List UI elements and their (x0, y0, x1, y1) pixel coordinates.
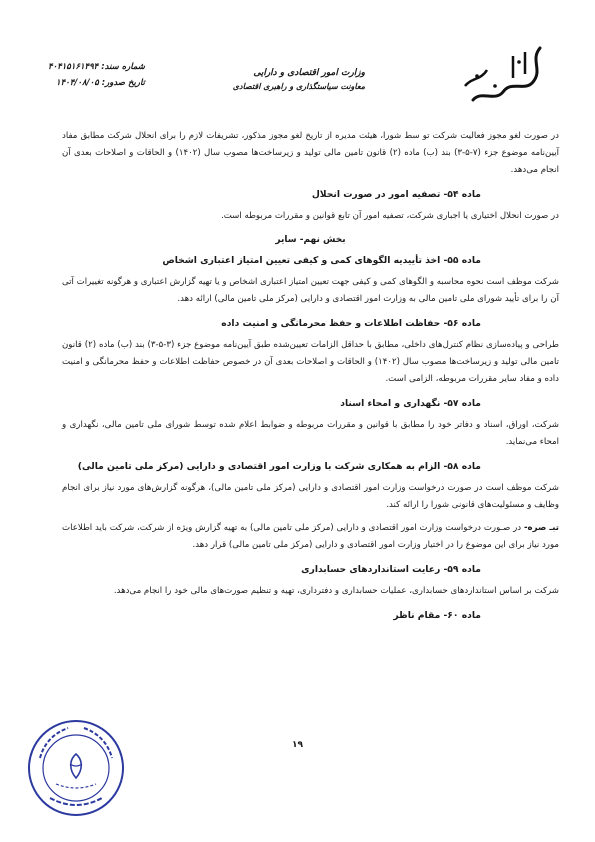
ministry-header (233, 68, 365, 91)
article-58-note-text: در صـورت درخواست وزارت امور اقتصادی و دارایی (مرکز ملی تامین مالی) به تهیه گزارش ویژه از شرکت، شرکت باید اطلاعات مورد نیاز برای این موضوع را در اختیار وزارت امور اقتصادی و دارایی (مرکز ملی تامین مالی) قرار دهد. (62, 523, 559, 550)
article-55-title: ماده ۵۵- اخذ تأییدیه الگوهای کمی و کیفی تعیین امتیاز اعتباری اشخاص (162, 255, 481, 266)
article-54-text: در صورت انحلال اختیاری یا اجباری شرکت، تصفیه امور آن تابع قوانین و مقررات مربوطه است. (220, 211, 559, 221)
article-54-title: ماده ۵۴- تصفیه امور در صورت انحلال (311, 189, 481, 200)
logo (415, 40, 555, 110)
official-stamp (26, 718, 126, 818)
intro-paragraph: در صورت لغو مجوز فعالیت شرکت تو سط شورا، هیئت مدیره از تاریخ لغو مجوز مذکور، تشریفات لازم را برای انحلال شرکت مطابق مفاد آیین‌نامه موضوع جزء (۷-۵-۳) بند (ب) ماده (۲) قانون تامین مالی تولید و زیرساخت‌ها مصوب سال (۱۴۰۲) و الحاقات و اصلاحات بعدی آن انجام می‌دهد. (62, 131, 559, 175)
article-55-text: شرکت موظف است نحوه محاسبه و الگوهای کمی و کیفی جهت تعیین امتیاز اعتباری اشخاص و یا تهیه گزارش اعتباری و هرگونه تغییرات آتی آن را برای تأیید شورای ملی تامین مالی به وزارت امور اقتصادی و دارایی (مرکز ملی تامین مالی) ارائه دهد. (62, 277, 559, 304)
document-date-label: تاریخ صدور: (101, 78, 145, 88)
document-number (48, 62, 145, 72)
deputy-name: معاونت سیاستگذاری و راهبری اقتصادی (232, 81, 365, 91)
document-date-value: ۱۴۰۴/۰۸/۰۵ (56, 78, 99, 88)
document-date (48, 78, 145, 88)
page-number: ۱۹ (292, 740, 303, 750)
article-56-title: ماده ۵۶- حفاظت اطلاعات و حفظ محرمانگی و امنیت داده (221, 318, 481, 329)
document-body (62, 128, 559, 629)
article-58-text: شرکت موظف است در صورت درخواست وزارت امور اقتصادی و دارایی (مرکز ملی تامین مالی)، هرگونه گزارش‌های مورد نیاز برای انجام وظایف و مسئولیت‌های قانونی شورا را ارائه کند. (62, 483, 559, 510)
article-58-title: ماده ۵۸- الزام به همکاری شرکت با وزارت امور اقتصادی و دارایی (مرکز ملی تامین مالی) (77, 461, 481, 472)
article-59-title: ماده ۵۹- رعایت استانداردهای حسابداری (301, 564, 481, 575)
document-number-label: شماره سند: (101, 62, 145, 72)
article-59-text: شرکت بر اساس استانداردهای حسابداری، عملیات حسابداری و دفترداری، تهیه و تنظیم صورت‌های مالی خود را انجام می‌دهد. (113, 586, 559, 596)
part-title: بخش نهم- سایر (275, 235, 346, 245)
article-57-text: شرکت، اوراق، اسناد و دفاتر خود را مطابق با قوانین و مقررات مربوطه و ضوابط اعلام شده توسط شورای ملی تامین مالی، نگهداری و امحاء می‌نماید. (62, 420, 559, 447)
article-60-title: ماده ۶۰- مقام ناظر (393, 610, 481, 621)
article-57-title: ماده ۵۷- نگهداری و امحاء اسناد (340, 398, 481, 409)
document-meta (48, 62, 145, 94)
article-58-note-label: تبـ صره- (523, 523, 559, 533)
ministry-name: وزارت امور اقتصادی و دارایی (253, 68, 365, 78)
article-56-text: طراحی و پیاده‌سازی نظام کنترل‌های داخلی، مطابق با حداقل الزامات تعیین‌شده طبق آیین‌نامه موضوع جزء (۳-۵-۳) بند (ب) ماده (۲) قانون تامین مالی تولید و زیرساخت‌ها مصوب سال (۱۴۰۲) و الحاقات و اصلاحات بعدی آن در خصوص حفاظت اطلاعات و حفظ محرمانگی و امنیت داده و مفاد سایر مقررات مربوطه، الزامی است. (62, 340, 560, 384)
document-number-value: ۴۰۴۱۵۱۶۱۴۹۴ (48, 62, 99, 72)
article-58-note (62, 520, 559, 554)
